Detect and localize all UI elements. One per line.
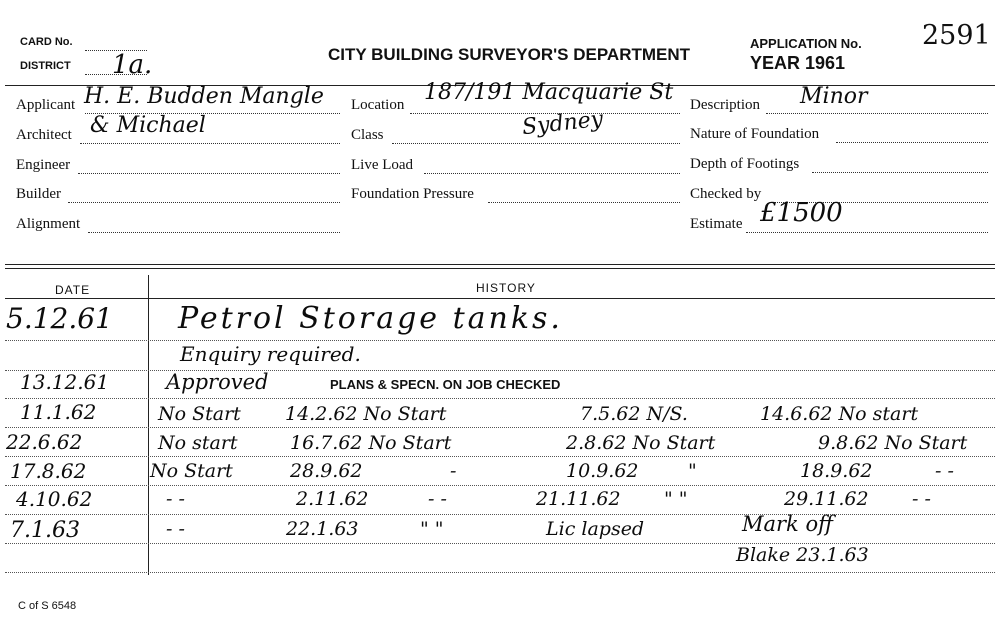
year-label: YEAR 1961 bbox=[750, 53, 846, 73]
description-label: Description bbox=[690, 97, 760, 113]
history-entry: 14.2.62 No Start bbox=[285, 403, 447, 425]
history-date: 13.12.61 bbox=[20, 370, 110, 394]
estimate-line bbox=[746, 232, 988, 233]
engineer-label: Engineer bbox=[16, 157, 71, 173]
architect-line bbox=[80, 143, 340, 144]
history-rule bbox=[5, 572, 995, 573]
estimate-value: £1500 bbox=[760, 198, 843, 228]
nature-line bbox=[836, 142, 988, 143]
history-entry: 2.8.62 No Start bbox=[566, 432, 716, 454]
history-entry: 28.9.62 bbox=[290, 460, 363, 482]
history-date: 4.10.62 bbox=[16, 487, 93, 511]
alignment-label: Alignment bbox=[16, 216, 81, 232]
history-rule bbox=[5, 427, 995, 428]
builder-line bbox=[68, 202, 340, 203]
history-rule bbox=[5, 485, 995, 486]
description-value: Minor bbox=[800, 84, 868, 109]
section-rule-top bbox=[5, 264, 995, 265]
depth-line bbox=[812, 172, 988, 173]
date-header: DATE bbox=[55, 283, 91, 297]
history-entry: - - bbox=[912, 488, 931, 510]
history-entry: 22.1.63 bbox=[286, 518, 359, 540]
history-entry: " " bbox=[420, 518, 444, 540]
history-entry: 9.8.62 No Start bbox=[818, 432, 968, 454]
history-date: 22.6.62 bbox=[6, 430, 83, 454]
history-entry: 7.5.62 N/S. bbox=[580, 403, 688, 425]
depth-label: Depth of Footings bbox=[690, 156, 800, 172]
history-entry: 2.11.62 bbox=[296, 488, 369, 510]
live-load-line bbox=[424, 173, 680, 174]
history-entry: No start bbox=[158, 432, 238, 454]
history-entry: 29.11.62 bbox=[784, 488, 869, 510]
applicant-label: Applicant bbox=[16, 97, 76, 113]
history-entry: " bbox=[688, 460, 697, 482]
history-header: HISTORY bbox=[476, 281, 536, 295]
foundation-pressure-line bbox=[488, 202, 680, 203]
description-line bbox=[766, 113, 988, 114]
history-date: 11.1.62 bbox=[20, 400, 97, 424]
history-rule bbox=[5, 370, 995, 371]
class-label: Class bbox=[351, 127, 384, 143]
history-entry: 21.11.62 bbox=[536, 488, 621, 510]
district-value: 1a. bbox=[112, 50, 153, 80]
history-entry: " " bbox=[664, 488, 688, 510]
applicant-value: H. E. Budden Mangle bbox=[84, 84, 324, 109]
live-load-label: Live Load bbox=[351, 157, 414, 173]
history-entry: - bbox=[450, 460, 457, 482]
history-entry: Approved bbox=[166, 370, 269, 394]
history-entry: Petrol Storage tanks. bbox=[178, 301, 563, 336]
architect-label: Architect bbox=[16, 127, 72, 143]
estimate-label: Estimate bbox=[690, 216, 743, 232]
application-number: 2591 bbox=[922, 20, 991, 51]
history-entry: - - bbox=[166, 518, 185, 540]
history-date: 17.8.62 bbox=[10, 459, 87, 483]
history-entry: 14.6.62 No start bbox=[760, 403, 919, 425]
section-rule-bottom bbox=[5, 268, 995, 269]
history-entry: 18.9.62 bbox=[800, 460, 873, 482]
history-entry: Blake 23.1.63 bbox=[736, 544, 869, 566]
form-code: C of S 6548 bbox=[18, 600, 77, 612]
history-date: 7.1.63 bbox=[10, 518, 80, 543]
architect-value: & Michael bbox=[90, 113, 206, 138]
location-value: 187/191 Macquarie St bbox=[424, 80, 674, 105]
department-title: CITY BUILDING SURVEYOR'S DEPARTMENT bbox=[328, 45, 691, 64]
history-rule bbox=[5, 340, 995, 341]
history-entry: - - bbox=[428, 488, 447, 510]
history-entry: 16.7.62 No Start bbox=[290, 432, 452, 454]
history-rule bbox=[5, 398, 995, 399]
district-label: DISTRICT bbox=[20, 60, 71, 72]
history-entry: Lic lapsed bbox=[546, 518, 645, 540]
card-no-label: CARD No. bbox=[20, 36, 73, 48]
history-date: 5.12.61 bbox=[6, 302, 113, 335]
history-entry: Mark off bbox=[742, 512, 833, 536]
history-entry: 10.9.62 bbox=[566, 460, 639, 482]
nature-label: Nature of Foundation bbox=[690, 126, 820, 142]
class-line bbox=[392, 143, 680, 144]
history-rule bbox=[5, 456, 995, 457]
engineer-line bbox=[78, 173, 340, 174]
date-column-divider bbox=[148, 275, 149, 575]
history-header-rule bbox=[5, 298, 995, 299]
checked-stamp: PLANS & SPECN. ON JOB CHECKED bbox=[330, 377, 561, 392]
application-label: APPLICATION No. bbox=[750, 36, 862, 51]
class-value: Sydney bbox=[520, 106, 605, 141]
history-entry: No Start bbox=[150, 460, 233, 482]
history-rule bbox=[5, 514, 995, 515]
history-entry: - - bbox=[166, 488, 185, 510]
foundation-pressure-label: Foundation Pressure bbox=[351, 186, 474, 202]
builder-label: Builder bbox=[16, 186, 61, 202]
location-label: Location bbox=[351, 97, 405, 113]
history-entry: - - bbox=[935, 460, 954, 482]
history-entry: No Start bbox=[158, 403, 241, 425]
checked-label: Checked by bbox=[690, 186, 762, 202]
history-entry: Enquiry required. bbox=[180, 342, 361, 366]
alignment-line bbox=[88, 232, 340, 233]
